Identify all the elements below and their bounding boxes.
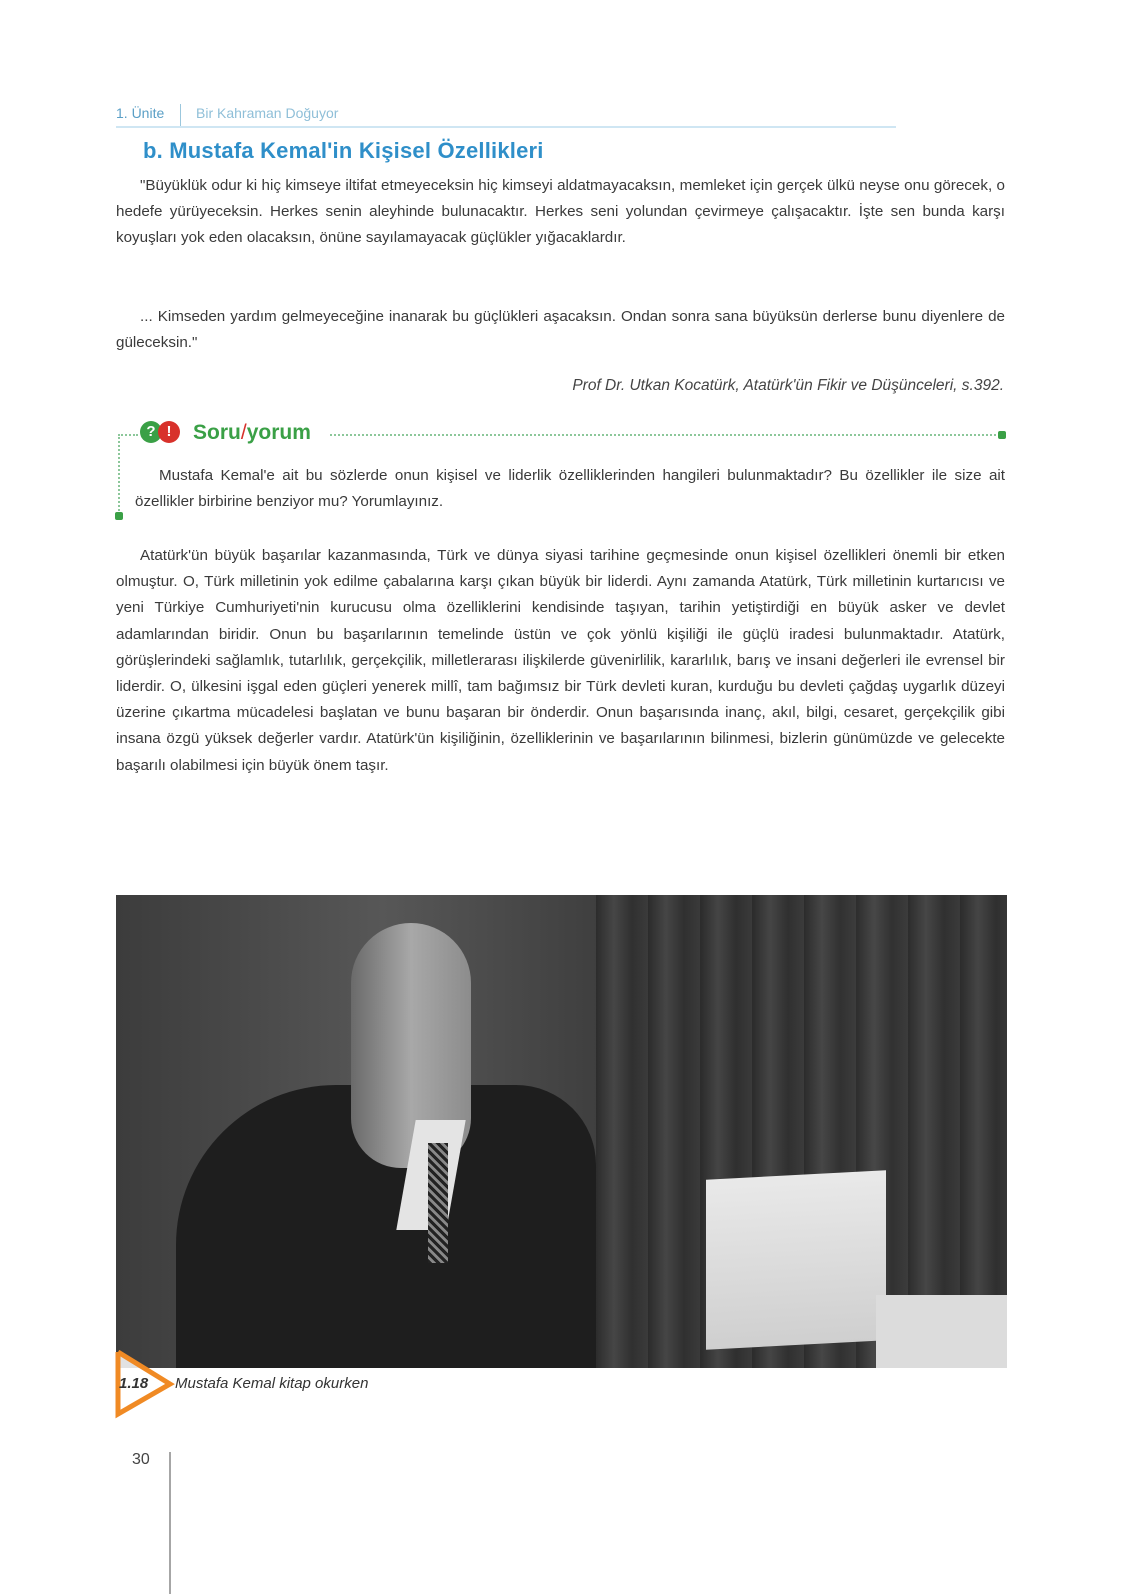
table-surface	[876, 1295, 1007, 1368]
question-box-title-yorum: yorum	[246, 421, 311, 444]
page-header	[116, 104, 896, 128]
figure-number: 1.18	[119, 1375, 149, 1392]
unit-label: 1. Ünite	[116, 105, 165, 121]
quote-paragraph-2: ... Kimseden yardım gelmeyeceğine inanarak bu güçlükleri aşacaksın. Ondan sonra sana büyüksün derlerse bunu diyenlere de güleceksin."	[116, 308, 1005, 352]
question-box-title-slash: /	[240, 421, 247, 444]
exclamation-icon: !	[158, 421, 180, 443]
figure-photo	[116, 895, 1007, 1368]
open-book	[706, 1170, 886, 1349]
person-tie	[428, 1143, 448, 1263]
question-box-corner-dot	[115, 512, 123, 520]
question-box-border	[330, 434, 1000, 436]
question-box-border	[118, 434, 120, 514]
quote-paragraph-1: "Büyüklük odur ki hiç kimseye iltifat etmeyeceksin hiç kimseyi aldatmayacaksın, memleket için gerçek ülkü neyse onu görecek, o hedefe yürüyeceksin. Herkes senin aleyhinde bulunacaktır. Herkes seni yolundan çevirmeye çalışacaktır. İşte sen bunda karşı koyuşları yok eden olacaksın, önüne sayılamayacak güçlükler yığacaklardır.	[116, 177, 1005, 247]
question-box-title	[193, 421, 311, 445]
question-mark-icon: ?	[140, 421, 162, 443]
question-text: Mustafa Kemal'e ait bu sözlerde onun kişisel ve liderlik özelliklerinden hangileri bulunmaktadır? Bu özellikler ile size ait özellikler birbirine benziyor mu? Yorumlayınız.	[135, 467, 1005, 511]
quote-citation: Prof Dr. Utkan Kocatürk, Atatürk'ün Fikir ve Düşünceleri, s.392.	[572, 377, 1004, 394]
section-title: b. Mustafa Kemal'in Kişisel Özellikleri	[143, 138, 544, 163]
page-margin-rule	[169, 1452, 171, 1594]
body-paragraph: Atatürk'ün büyük başarılar kazanmasında, Türk ve dünya siyasi tarihine geçmesinde onun kişisel özellikleri önemli bir etken olmuştur. O, Türk milletinin yok edilme çabalarına karşı çıkan büyük bir liderdi. Aynı zamanda Atatürk, Türk milletinin kurtarıcısı ve yeni Türkiye Cumhuriyeti'nin kurucusu olma özelliklerini kendisinde taşıyan, tarihin yetiştirdiği en büyük asker ve devlet adamlarından biridir. Onun bu başarılarının temelinde üstün ve çok yönlü kişiliği ile güçlü iradesi bulunmaktadır. Atatürk, görüşlerindeki sağlamlık, tutarlılık, gerçekçilik, milletlerarası ilişkilerde güvenirlilik, kararlılık, barış ve insani değerleri ile evrensel bir liderdir. O, ülkesini işgal eden güçleri yenerek millî, tam bağımsız bir Türk devleti kuran, kurduğu bu devleti çağdaş uygarlık düzeyi üzerine çıkartma mücadelesi başlatan ve bunu başaran bir önderdir. Onun başarısında inanç, akıl, bilgi, cesaret, gerçekçilik gibi insana özgü yüksek değerler vardır. Atatürk'ün kişiliğinin, özelliklerinin ve başarılarının bilinmesi, bizlerin günümüzde ve gelecekte başarılı olabilmesi için büyük önem taşır.	[116, 547, 1005, 774]
unit-title: Bir Kahraman Doğuyor	[196, 105, 339, 121]
question-box-border	[118, 434, 138, 436]
question-box-corner-dot	[998, 431, 1006, 439]
figure-caption: Mustafa Kemal kitap okurken	[175, 1375, 369, 1392]
header-divider	[180, 104, 181, 126]
question-box-title-soru: Soru	[193, 421, 241, 444]
page-number: 30	[132, 1451, 150, 1468]
